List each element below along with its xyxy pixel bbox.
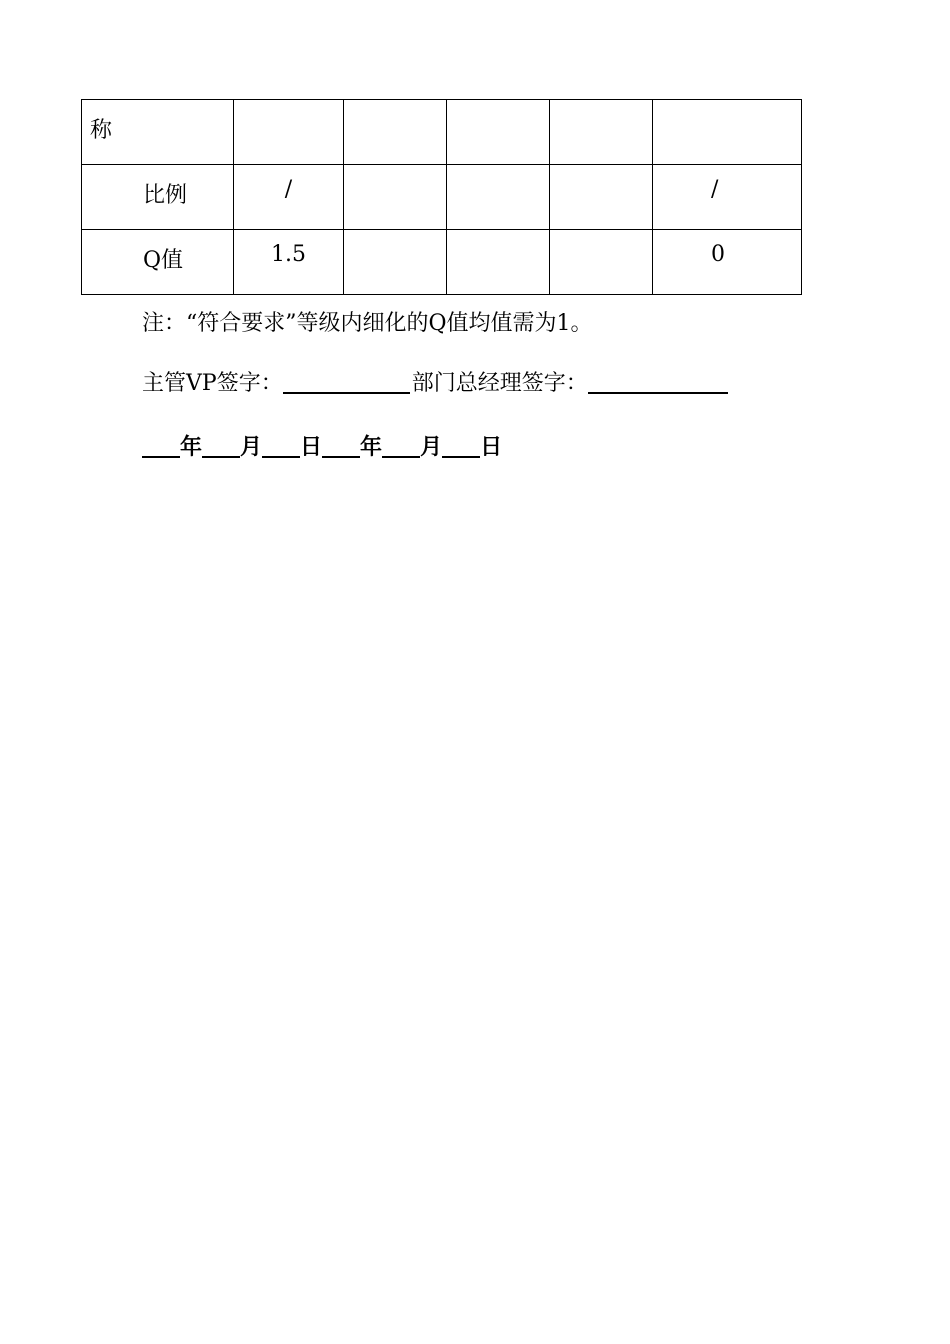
cell-value <box>344 165 446 177</box>
table-cell-label <box>82 165 234 230</box>
month-field[interactable] <box>382 430 420 458</box>
vp-signature-label: 主管VP签字： <box>142 371 283 396</box>
day-field[interactable] <box>262 430 300 458</box>
row-label-ratio: 比例 <box>143 183 188 208</box>
year-field[interactable] <box>142 430 180 458</box>
table-row <box>82 230 802 295</box>
date-line <box>142 430 502 461</box>
month-field[interactable] <box>202 430 240 458</box>
table-cell <box>653 230 802 295</box>
cell-value <box>550 100 652 112</box>
year-field[interactable] <box>322 430 360 458</box>
table-row <box>82 100 802 165</box>
row-label-name: 称 <box>90 118 113 143</box>
table-cell <box>550 230 653 295</box>
cell-value: 0 <box>711 242 725 267</box>
cell-value <box>550 165 652 177</box>
gm-signature-label: 部门总经理签字： <box>411 371 588 396</box>
cell-value <box>550 230 652 242</box>
table-cell <box>447 230 550 295</box>
table-row <box>82 165 802 230</box>
cell-value: / <box>284 177 293 202</box>
day-field[interactable] <box>442 430 480 458</box>
table-cell-label <box>82 100 234 165</box>
table-cell <box>234 165 344 230</box>
vp-signature-field[interactable] <box>283 366 410 394</box>
note-text: 注：“符合要求”等级内细化的Q值均值需为1。 <box>142 311 593 336</box>
cell-value <box>344 230 446 242</box>
cell-value: 1.5 <box>271 242 306 267</box>
table-cell <box>447 165 550 230</box>
year-label: 年 <box>180 435 203 460</box>
row-label-q-value: Q值 <box>143 248 184 273</box>
month-label: 月 <box>420 435 443 460</box>
table-cell <box>550 165 653 230</box>
table-cell <box>234 100 344 165</box>
table-cell <box>447 100 550 165</box>
cell-value <box>234 100 343 112</box>
table-cell <box>653 100 802 165</box>
cell-value <box>344 100 446 112</box>
grade-table <box>81 99 802 295</box>
cell-value: / <box>711 177 719 202</box>
cell-value <box>447 230 549 242</box>
cell-value <box>447 100 549 112</box>
signature-line <box>142 366 728 397</box>
day-label: 日 <box>300 435 323 460</box>
cell-value <box>447 165 549 177</box>
table-cell <box>344 165 447 230</box>
table-cell <box>234 230 344 295</box>
day-label: 日 <box>480 435 503 460</box>
table-cell <box>344 100 447 165</box>
table-cell <box>653 165 802 230</box>
table-cell <box>344 230 447 295</box>
table-cell <box>550 100 653 165</box>
cell-value <box>653 100 801 112</box>
month-label: 月 <box>240 435 263 460</box>
gm-signature-field[interactable] <box>588 366 728 394</box>
table-cell-label <box>82 230 234 295</box>
year-label: 年 <box>360 435 383 460</box>
